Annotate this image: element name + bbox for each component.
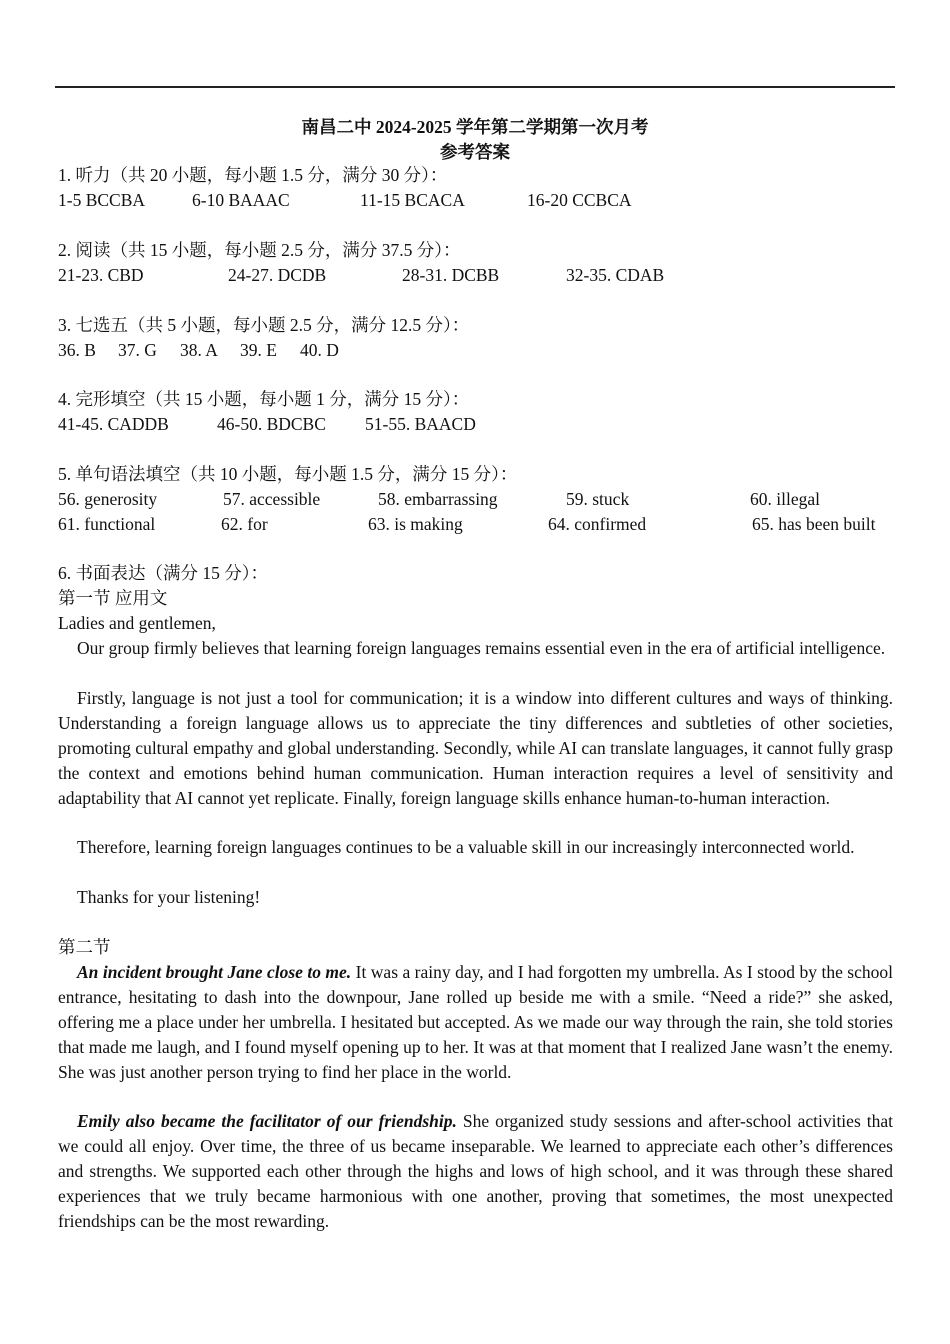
listening-answer: 6-10 BAAAC <box>192 190 290 210</box>
paragraph-lead-sentence: An incident brought Jane close to me. <box>77 962 352 982</box>
speech-paragraph: Thanks for your listening! <box>77 887 261 907</box>
writing-heading: 6. 书面表达（满分 15 分）： <box>58 563 268 583</box>
grammar-answer: 60. illegal <box>750 489 820 509</box>
cloze-answer: 46-50. BDCBC <box>217 414 326 434</box>
grammar-answer: 62. for <box>221 514 268 534</box>
paragraph-body: It was a rainy day, and I had forgotten my umbrella. As I stood by the school entrance, hesitating to dash into the downpour, Jane rolled up beside me with a smile. “Need a ride?” she asked, offering me a place under her umbrella. I hesitated but accepted. As we made our way through the rain, she told stories that made me laugh, and I found myself opening up to her. It was at that moment that I realized Jane wasn’t the enemy. She was just another person trying to find her place in the world. <box>58 962 893 1082</box>
seven-five-answer: 40. D <box>300 340 339 360</box>
reading-answer: 21-23. CBD <box>58 265 144 285</box>
grammar-answer: 63. is making <box>368 514 463 534</box>
story-paragraph <box>58 960 893 1085</box>
seven-five-answer: 36. B <box>58 340 96 360</box>
grammar-answer: 61. functional <box>58 514 156 534</box>
seven-five-answer: 39. E <box>240 340 277 360</box>
part2-label: 第二节 <box>58 937 111 957</box>
paragraph-body: She organized study sessions and after-school activities that we could all enjoy. Over time, the three of us became inseparable. We learned to appreciate each other’s differences and strengths. We supported each other through the highs and lows of high school, and it was through these shared experiences that we truly became harmonious with one another, proving that sometimes, the most unexpected friendships can be the most rewarding. <box>58 1111 893 1231</box>
seven-five-answer: 38. A <box>180 340 218 360</box>
listening-answer: 16-20 CCBCA <box>527 190 632 210</box>
grammar-answer: 56. generosity <box>58 489 158 509</box>
document-title: 南昌二中 2024-2025 学年第二学期第一次月考 <box>301 117 649 137</box>
speech-paragraph: Our group firmly believes that learning foreign languages remains essential even in the era of artificial intelligence. <box>77 638 886 658</box>
speech-paragraph: Therefore, learning foreign languages continues to be a valuable skill in our increasingly interconnected world. <box>77 837 855 857</box>
grammar-answer: 65. has been built <box>752 514 876 534</box>
cloze-answer: 51-55. BAACD <box>365 414 476 434</box>
reading-answer: 28-31. DCBB <box>402 265 500 285</box>
reading-heading: 2. 阅读（共 15 小题，每小题 2.5 分，满分 37.5 分）： <box>58 240 461 260</box>
grammar-heading: 5. 单句语法填空（共 10 小题，每小题 1.5 分，满分 15 分）： <box>58 464 518 484</box>
header-rule <box>55 86 895 88</box>
document-subtitle: 参考答案 <box>440 142 510 162</box>
speech-greeting: Ladies and gentlemen, <box>58 613 216 633</box>
part1-label: 第一节 应用文 <box>58 588 168 608</box>
cloze-answer: 41-45. CADDB <box>58 414 169 434</box>
grammar-answer: 57. accessible <box>223 489 321 509</box>
seven-five-answer: 37. G <box>118 340 157 360</box>
grammar-answer: 58. embarrassing <box>378 489 498 509</box>
paragraph-lead-sentence: Emily also became the facilitator of our friendship. <box>77 1111 457 1131</box>
listening-answer: 11-15 BCACA <box>360 190 465 210</box>
story-paragraph <box>58 1109 893 1234</box>
seven-five-heading: 3. 七选五（共 5 小题，每小题 2.5 分，满分 12.5 分）： <box>58 315 470 335</box>
listening-heading: 1. 听力（共 20 小题，每小题 1.5 分，满分 30 分）： <box>58 165 448 185</box>
cloze-heading: 4. 完形填空（共 15 小题，每小题 1 分，满分 15 分）： <box>58 389 470 409</box>
grammar-answer: 64. confirmed <box>548 514 647 534</box>
listening-answer: 1-5 BCCBA <box>58 190 146 210</box>
reading-answer: 32-35. CDAB <box>566 265 665 285</box>
grammar-answer: 59. stuck <box>566 489 630 509</box>
reading-answer: 24-27. DCDB <box>228 265 327 285</box>
speech-paragraph: Firstly, language is not just a tool for communication; it is a window into different cultures and ways of thinking. Understanding a foreign language allows us to appreciate the tiny differences and subtleties of other societies, promoting cultural empathy and global understanding. Secondly, while AI can translate languages, it cannot fully grasp the context and emotions behind human communication. Human interaction requires a level of sensitivity and adaptability that AI cannot yet replicate. Finally, foreign language skills enhance human-to-human interaction. <box>58 688 893 808</box>
